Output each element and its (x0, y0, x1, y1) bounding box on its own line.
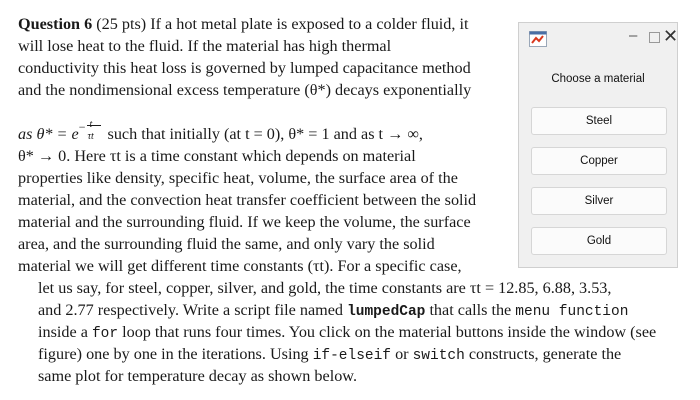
question-line-6: θ* → 0. Here τt is a time constant which depends on material (18, 147, 416, 165)
equation-lhs: as θ* = e (18, 125, 79, 143)
question-points: (25 pts) (96, 15, 147, 33)
question-line-13 (38, 300, 628, 324)
menu-prompt: Choose a material (551, 73, 645, 85)
menu-function-code: menu function (515, 304, 629, 320)
silver-button[interactable]: Silver (531, 187, 667, 215)
text-run: If a hot metal plate is exposed to a colder fluid, it (150, 15, 469, 33)
question-line-5 (18, 119, 423, 147)
question-line-10: area, and the surrounding fluid the same, and only vary the solid (18, 235, 435, 253)
maximize-icon[interactable] (649, 32, 660, 43)
close-icon[interactable]: ✕ (663, 26, 679, 46)
text-run: such that initially (at t = 0), θ* = 1 and as t → ∞, (107, 125, 423, 143)
text-run: constructs, generate the (468, 345, 622, 363)
minimize-icon[interactable]: – (629, 27, 638, 44)
fraction-numerator: t (89, 119, 93, 130)
fraction-denominator: τt (87, 131, 94, 142)
text-run: and 2.77 respectively. Write a script file named (38, 301, 344, 319)
text-run: figure) one by one in the iterations. Using (38, 345, 309, 363)
steel-button[interactable]: Steel (531, 107, 667, 135)
exponent-minus: − (78, 120, 86, 134)
text-run: that calls the (429, 301, 512, 319)
copper-button[interactable]: Copper (531, 147, 667, 175)
exponent-fraction (85, 119, 103, 142)
window-titlebar[interactable] (519, 23, 677, 55)
question-line-12: let us say, for steel, copper, silver, and gold, the time constants are τt = 12.85, 6.88, 3.53, (38, 279, 612, 297)
text-run: loop that runs four times. You click on the material buttons inside the window (see (122, 323, 657, 341)
question-title: Question 6 (18, 15, 93, 33)
question-line-14 (38, 322, 656, 346)
text-run: inside a (38, 323, 88, 341)
question-line-7: properties like density, specific heat, volume, the surface area of the (18, 169, 458, 187)
question-line-9: material and the surrounding fluid. If we keep the volume, the surface (18, 213, 471, 231)
question-line-8: material, and the convection heat transfer coefficient between the solid (18, 191, 477, 209)
switch-code: switch (412, 348, 465, 364)
if-elseif-code: if-elseif (312, 348, 392, 364)
text-run: or (395, 345, 409, 363)
question-line-2: will lose heat to the fluid. If the material has high thermal (18, 37, 392, 55)
for-code: for (91, 326, 119, 342)
question-line-4: and the nondimensional excess temperature (θ*) decays exponentially (18, 81, 472, 99)
gold-button[interactable]: Gold (531, 227, 667, 255)
question-line-16: same plot for temperature decay as shown below. (38, 367, 357, 385)
question-line-1 (18, 14, 468, 36)
matlab-figure-icon (529, 31, 547, 47)
menu-window (518, 22, 678, 268)
question-line-3: conductivity this heat loss is governed by lumped capacitance method (18, 59, 471, 77)
question-line-11: material we will get different time constants (τt). For a specific case, (18, 257, 462, 275)
question-line-15 (38, 344, 621, 368)
script-name-code: lumpedCap (347, 304, 426, 320)
